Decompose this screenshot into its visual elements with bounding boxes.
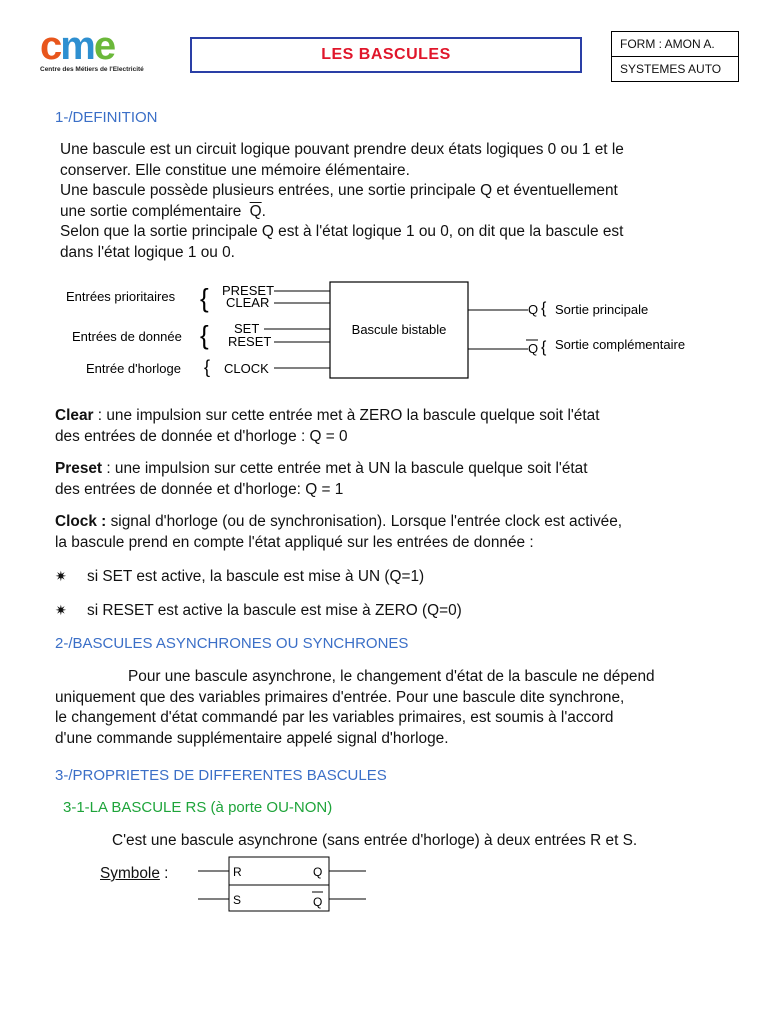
brace-icon: {: [200, 320, 209, 350]
clear-text: : une impulsion sur cette entrée met à ZERO la bascule quelque soit l'état: [93, 407, 600, 424]
r-label: R: [233, 865, 242, 879]
definition-line: Une bascule est un circuit logique pouvant prendre deux états logiques 0 ou 1 et le: [60, 141, 624, 158]
symbol-label: Symbole: [100, 865, 160, 882]
clear-paragraph: [55, 406, 745, 447]
definition-line: dans l'état logique 1 ou 0.: [60, 243, 235, 261]
output-comp-label: Sortie complémentaire: [555, 337, 686, 352]
rs-symbol-diagram: [196, 855, 371, 915]
bullet-text: si RESET est active la bascule est mise à ZERO (Q=0): [87, 602, 462, 619]
q-label: Q: [313, 865, 323, 879]
section-3-heading: 3-/PROPRIETES DE DIFFERENTES BASCULES: [55, 767, 387, 784]
definition-text: une sortie complémentaire: [60, 202, 246, 220]
s-label: S: [233, 893, 242, 907]
logo-subtitle: Centre des Métiers de l'Electricité: [40, 66, 144, 73]
definition-line: Une bascule possède plusieurs entrées, une sortie principale Q et éventuellement: [60, 182, 618, 199]
preset-line: [55, 459, 745, 480]
section-2-heading: 2-/BASCULES ASYNCHRONES OU SYNCHRONES: [55, 635, 409, 652]
clock-paragraph: [55, 512, 745, 553]
section-2-paragraph: [55, 667, 745, 749]
clear-label: CLEAR: [226, 295, 270, 310]
header-info-table: [611, 31, 739, 82]
symbol-colon: :: [159, 865, 169, 882]
logo-letter: c: [40, 24, 61, 68]
logo-letter: e: [93, 24, 115, 68]
bistable-diagram: [50, 276, 730, 388]
document-title: [190, 37, 582, 73]
brace-icon: {: [541, 339, 547, 356]
clock-label: CLOCK: [224, 361, 269, 376]
preset-label: PRESET: [222, 283, 275, 298]
star-bullet-icon: ✷: [55, 602, 67, 618]
symbol-label-line: [100, 864, 168, 885]
brace-icon: {: [200, 283, 209, 313]
bistable-box-label: Bascule bistable: [351, 322, 447, 337]
clear-term: Clear: [55, 407, 94, 424]
preset-term: Preset: [55, 460, 103, 477]
definition-text: .: [261, 202, 266, 220]
clock-line: [55, 512, 745, 533]
logo-letter: m: [60, 24, 94, 68]
bullet-text: si SET est active, la bascule est mise à UN (Q=1): [87, 568, 425, 585]
clock-text: signal d'horloge (ou de synchronisation). Lorsque l'entrée clock est activée,: [106, 513, 623, 530]
reset-label: RESET: [228, 334, 272, 349]
subject-label: SYSTEMES AUTO: [612, 57, 739, 82]
document-title-text: LES BASCULES: [321, 46, 451, 63]
section-2-line: le changement d'état commandé par les variables primaires, est soumis à l'accord: [55, 709, 614, 726]
brace-icon: {: [541, 300, 547, 317]
preset-line: des entrées de donnée et d'horloge: Q = 1: [55, 480, 344, 498]
q-bar-symbol: $\overline{Q}$: [249, 202, 262, 220]
clear-line: [55, 406, 745, 427]
q-bar-output-label: Q: [528, 341, 539, 356]
clear-line: des entrées de donnée et d'horloge : Q = 0: [55, 427, 348, 445]
definition-line: [60, 202, 740, 223]
cme-logo: [40, 24, 152, 86]
label-clock-input: Entrée d'horloge: [86, 361, 181, 376]
label-data-inputs: Entrées de donnée: [72, 329, 182, 344]
section-2-line: Pour une bascule asynchrone, le changement d'état de la bascule ne dépend: [128, 668, 655, 685]
label-priority-inputs: Entrées prioritaires: [66, 289, 176, 304]
output-main-label: Sortie principale: [555, 302, 649, 317]
preset-text: : une impulsion sur cette entrée met à UN la bascule quelque soit l'état: [102, 460, 588, 477]
preset-paragraph: [55, 459, 745, 500]
clock-line: la bascule prend en compte l'état appliqué sur les entrées de donnée :: [55, 533, 534, 551]
section-3-1-heading: 3-1-LA BASCULE RS (à porte OU-NON): [63, 799, 333, 816]
rs-description: C'est une bascule asynchrone (sans entrée d'horloge) à deux entrées R et S.: [112, 832, 638, 849]
form-label: FORM : AMON A.: [612, 32, 739, 57]
section-2-line: d'une commande supplémentaire appelé signal d'horloge.: [55, 729, 449, 747]
q-bar-label: Q: [313, 895, 323, 909]
section-1-heading: 1-/DEFINITION: [55, 109, 158, 126]
logo-mark: [40, 24, 152, 68]
definition-line: conserver. Elle constitue une mémoire élémentaire.: [60, 161, 410, 179]
bullet-item: [55, 566, 745, 588]
set-label: SET: [234, 321, 260, 336]
q-output-label: Q: [528, 302, 539, 317]
definition-line: Selon que la sortie principale Q est à l'état logique 1 ou 0, on dit que la bascule est: [60, 223, 624, 240]
definition-paragraph: [60, 140, 740, 263]
brace-icon: {: [204, 357, 211, 377]
section-2-line: uniquement que des variables primaires d'entrée. Pour une bascule dite synchrone,: [55, 688, 625, 706]
bullet-item: [55, 600, 745, 622]
clock-term: Clock :: [55, 513, 107, 530]
star-bullet-icon: ✷: [55, 568, 67, 584]
